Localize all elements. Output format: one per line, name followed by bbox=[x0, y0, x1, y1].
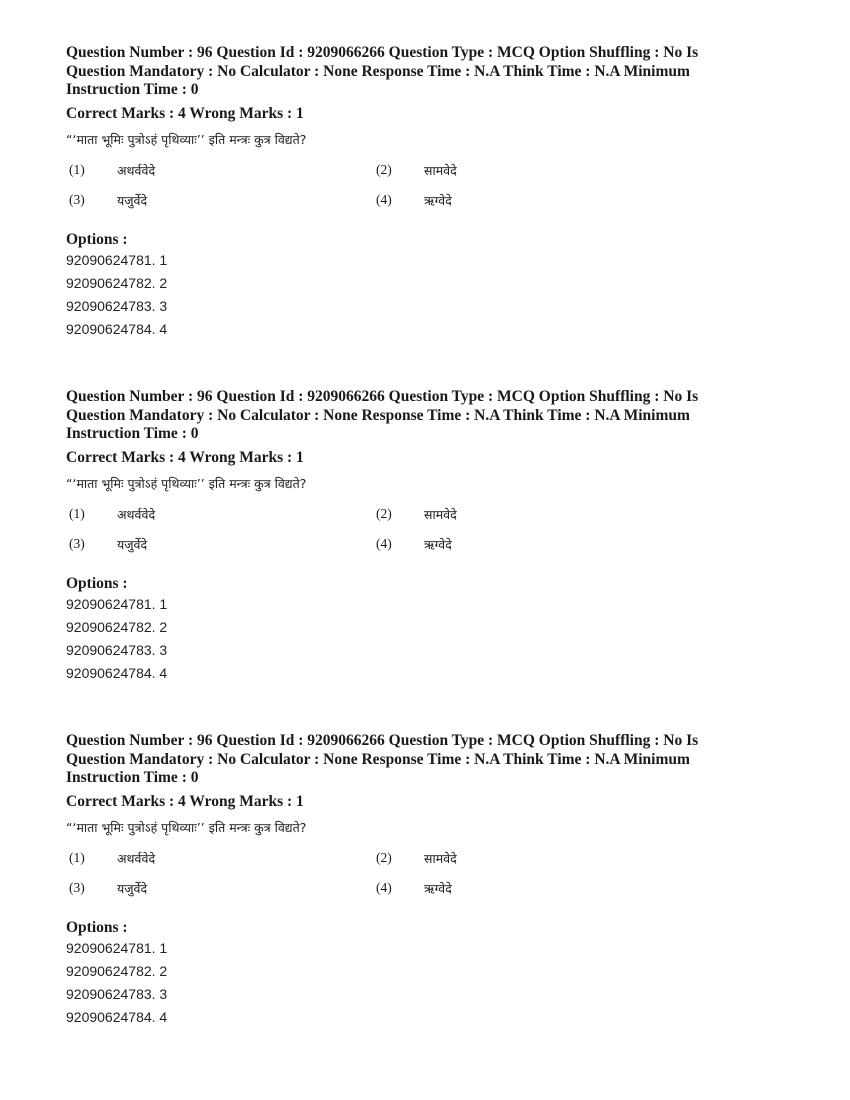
option-id-line: 92090624783. 3 bbox=[66, 641, 168, 658]
choice-number: (1) bbox=[69, 161, 85, 177]
question-text: “‘माता भूमिः पुत्रोऽहं पृथिव्याः’’ इति मन्त्रः कुत्र विद्यते? bbox=[66, 475, 307, 491]
choice-text: सामवेदे bbox=[424, 506, 457, 522]
option-id-line: 92090624782. 2 bbox=[66, 962, 168, 979]
choice-number: (1) bbox=[69, 505, 85, 521]
options-label: Options : bbox=[66, 230, 128, 248]
choice-text: अथर्ववेदे bbox=[117, 850, 156, 866]
option-id-line: 92090624784. 4 bbox=[66, 664, 168, 681]
question-text: “‘माता भूमिः पुत्रोऽहं पृथिव्याः’’ इति मन्त्रः कुत्र विद्यते? bbox=[66, 819, 307, 835]
meta-line: Question Mandatory : No Calculator : None Response Time : N.A Think Time : N.A Minimum bbox=[66, 62, 690, 80]
choice-grid bbox=[66, 162, 786, 226]
meta-line: Question Number : 96 Question Id : 9209066266 Question Type : MCQ Option Shuffling : No Is bbox=[66, 44, 699, 61]
question-block bbox=[66, 388, 786, 685]
choice-grid bbox=[66, 850, 786, 914]
marks-line: Correct Marks : 4 Wrong Marks : 1 bbox=[66, 792, 304, 810]
option-id-line: 92090624783. 3 bbox=[66, 297, 168, 314]
choice-number: (3) bbox=[69, 879, 85, 895]
meta-line: Question Number : 96 Question Id : 9209066266 Question Type : MCQ Option Shuffling : No Is bbox=[66, 732, 699, 749]
choice-text: ऋग्वेदे bbox=[424, 880, 452, 896]
option-id-line: 92090624784. 4 bbox=[66, 320, 168, 337]
option-id-line: 92090624783. 3 bbox=[66, 985, 168, 1002]
option-id-line: 92090624784. 4 bbox=[66, 1008, 168, 1025]
option-id-line: 92090624781. 1 bbox=[66, 595, 168, 612]
choice-text: अथर्ववेदे bbox=[117, 506, 156, 522]
choice-number: (4) bbox=[376, 879, 392, 895]
option-id-line: 92090624781. 1 bbox=[66, 251, 168, 268]
meta-line: Instruction Time : 0 bbox=[66, 769, 199, 786]
choice-text: ऋग्वेदे bbox=[424, 536, 452, 552]
choice-grid bbox=[66, 506, 786, 570]
choice-text: यजुर्वेदे bbox=[117, 192, 148, 208]
option-id-line: 92090624781. 1 bbox=[66, 939, 168, 956]
meta-line: Question Mandatory : No Calculator : None Response Time : N.A Think Time : N.A Minimum bbox=[66, 406, 690, 424]
meta-line: Instruction Time : 0 bbox=[66, 81, 199, 98]
choice-text: अथर्ववेदे bbox=[117, 162, 156, 178]
choice-number: (4) bbox=[376, 191, 392, 207]
choice-text: ऋग्वेदे bbox=[424, 192, 452, 208]
question-text: “‘माता भूमिः पुत्रोऽहं पृथिव्याः’’ इति मन्त्रः कुत्र विद्यते? bbox=[66, 131, 307, 147]
meta-line: Question Number : 96 Question Id : 9209066266 Question Type : MCQ Option Shuffling : No Is bbox=[66, 388, 699, 405]
question-meta bbox=[66, 732, 786, 788]
choice-number: (1) bbox=[69, 849, 85, 865]
choice-text: यजुर्वेदे bbox=[117, 536, 148, 552]
question-block bbox=[66, 44, 786, 341]
options-label: Options : bbox=[66, 574, 128, 592]
choice-number: (3) bbox=[69, 191, 85, 207]
choice-number: (4) bbox=[376, 535, 392, 551]
choice-number: (2) bbox=[376, 849, 392, 865]
question-meta bbox=[66, 388, 786, 444]
marks-line: Correct Marks : 4 Wrong Marks : 1 bbox=[66, 448, 304, 466]
choice-number: (3) bbox=[69, 535, 85, 551]
choice-text: यजुर्वेदे bbox=[117, 880, 148, 896]
choice-text: सामवेदे bbox=[424, 850, 457, 866]
option-id-line: 92090624782. 2 bbox=[66, 618, 168, 635]
question-block bbox=[66, 732, 786, 1029]
option-id-line: 92090624782. 2 bbox=[66, 274, 168, 291]
choice-number: (2) bbox=[376, 161, 392, 177]
meta-line: Instruction Time : 0 bbox=[66, 425, 199, 442]
choice-number: (2) bbox=[376, 505, 392, 521]
marks-line: Correct Marks : 4 Wrong Marks : 1 bbox=[66, 104, 304, 122]
options-label: Options : bbox=[66, 918, 128, 936]
choice-text: सामवेदे bbox=[424, 162, 457, 178]
meta-line: Question Mandatory : No Calculator : None Response Time : N.A Think Time : N.A Minimum bbox=[66, 750, 690, 768]
question-meta bbox=[66, 44, 786, 100]
